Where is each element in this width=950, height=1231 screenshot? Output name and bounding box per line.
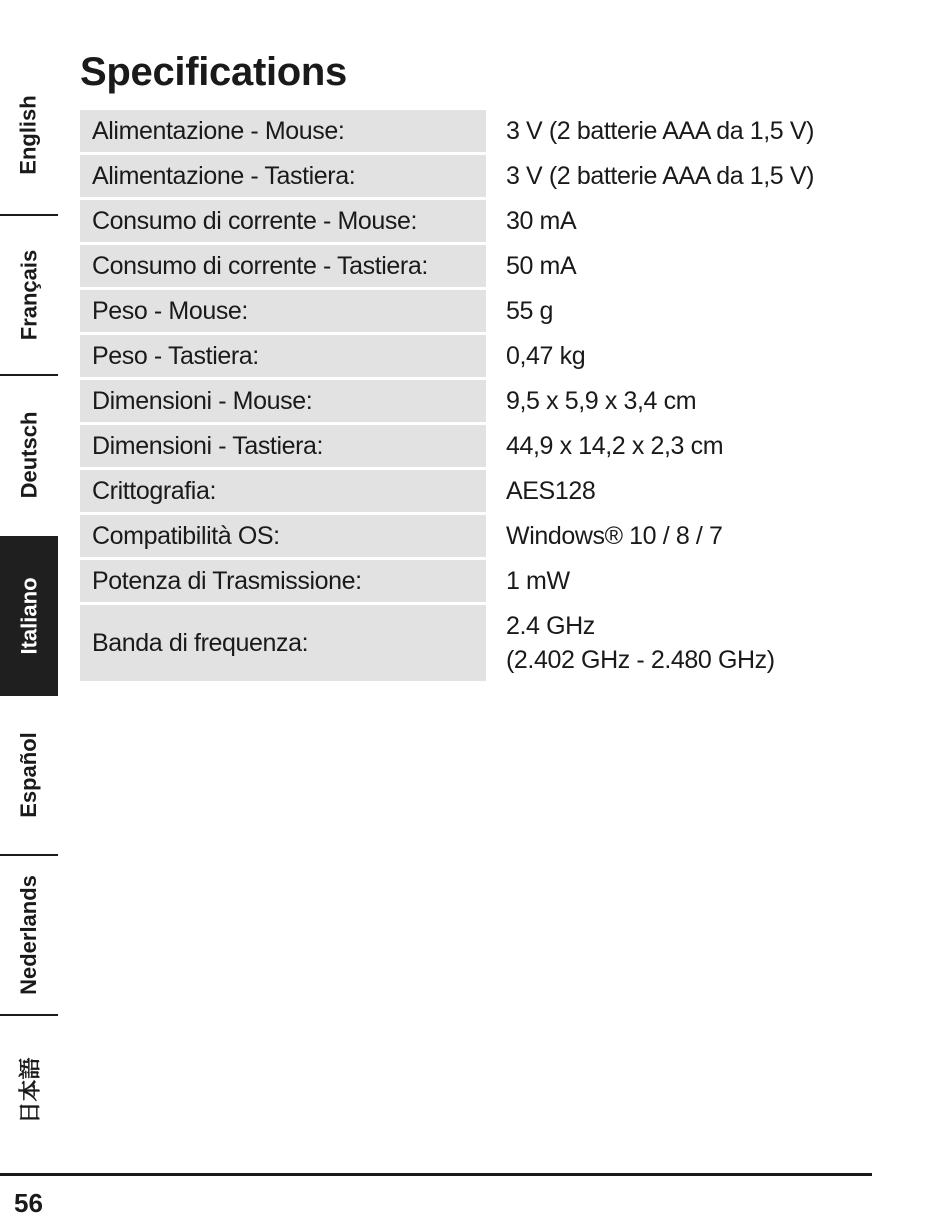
spec-value-line: (2.402 GHz - 2.480 GHz) (506, 646, 775, 674)
spec-key: Consumo di corrente - Tastiera: (80, 245, 486, 287)
lang-tab-deutsch[interactable] (0, 380, 58, 530)
spec-key: Alimentazione - Tastiera: (80, 155, 486, 197)
spec-key: Compatibilità OS: (80, 515, 486, 557)
lang-tab-english[interactable] (0, 60, 58, 210)
table-row (80, 155, 870, 197)
spec-key: Peso - Tastiera: (80, 335, 486, 377)
lang-tab-nederlands[interactable] (0, 860, 58, 1010)
spec-value: AES128 (486, 470, 870, 512)
spec-value-line: 2.4 GHz (506, 612, 595, 640)
footer-divider (0, 1173, 872, 1176)
lang-tab-label: Nederlands (16, 875, 42, 995)
spec-key: Dimensioni - Tastiera: (80, 425, 486, 467)
table-row (80, 200, 870, 242)
page-title: Specifications (80, 50, 347, 94)
table-row (80, 560, 870, 602)
spec-value: 3 V (2 batterie AAA da 1,5 V) (486, 110, 870, 152)
lang-divider (0, 854, 58, 856)
spec-value: 50 mA (486, 245, 870, 287)
spec-key: Alimentazione - Mouse: (80, 110, 486, 152)
table-row (80, 515, 870, 557)
table-row (80, 290, 870, 332)
lang-tab-francais[interactable] (0, 220, 58, 370)
table-row (80, 470, 870, 512)
lang-tab-label: Italiano (16, 577, 42, 655)
spec-value: 30 mA (486, 200, 870, 242)
spec-value: 1 mW (486, 560, 870, 602)
lang-divider (0, 374, 58, 376)
specifications-table (80, 107, 870, 684)
spec-value: 0,47 kg (486, 335, 870, 377)
spec-value: 9,5 x 5,9 x 3,4 cm (486, 380, 870, 422)
lang-tab-label: 日本語 (17, 1056, 43, 1124)
lang-tab-label: English (16, 95, 42, 175)
spec-key: Potenza di Trasmissione: (80, 560, 486, 602)
lang-divider (0, 214, 58, 216)
lang-divider (0, 1014, 58, 1016)
spec-key: Dimensioni - Mouse: (80, 380, 486, 422)
spec-key: Crittografia: (80, 470, 486, 512)
spec-value: 44,9 x 14,2 x 2,3 cm (486, 425, 870, 467)
table-row (80, 425, 870, 467)
table-row (80, 380, 870, 422)
table-row (80, 245, 870, 287)
lang-tab-label: Français (16, 249, 41, 341)
spec-key: Consumo di corrente - Mouse: (80, 200, 486, 242)
spec-value: 3 V (2 batterie AAA da 1,5 V) (486, 155, 870, 197)
lang-tab-japanese[interactable] (0, 1020, 58, 1160)
lang-tab-espanol[interactable] (0, 700, 58, 850)
spec-key: Peso - Mouse: (80, 290, 486, 332)
spec-key: Banda di frequenza: (80, 605, 486, 681)
lang-tab-label: Deutsch (16, 411, 42, 499)
table-row (80, 605, 870, 681)
table-row (80, 110, 870, 152)
spec-value-multiline (486, 605, 870, 681)
lang-tab-label: Español (16, 732, 42, 818)
lang-tab-italiano[interactable] (0, 536, 58, 696)
language-tabs (0, 60, 58, 1160)
spec-value: Windows® 10 / 8 / 7 (486, 515, 870, 557)
spec-value: 55 g (486, 290, 870, 332)
page-number: 56 (14, 1188, 43, 1218)
table-row (80, 335, 870, 377)
